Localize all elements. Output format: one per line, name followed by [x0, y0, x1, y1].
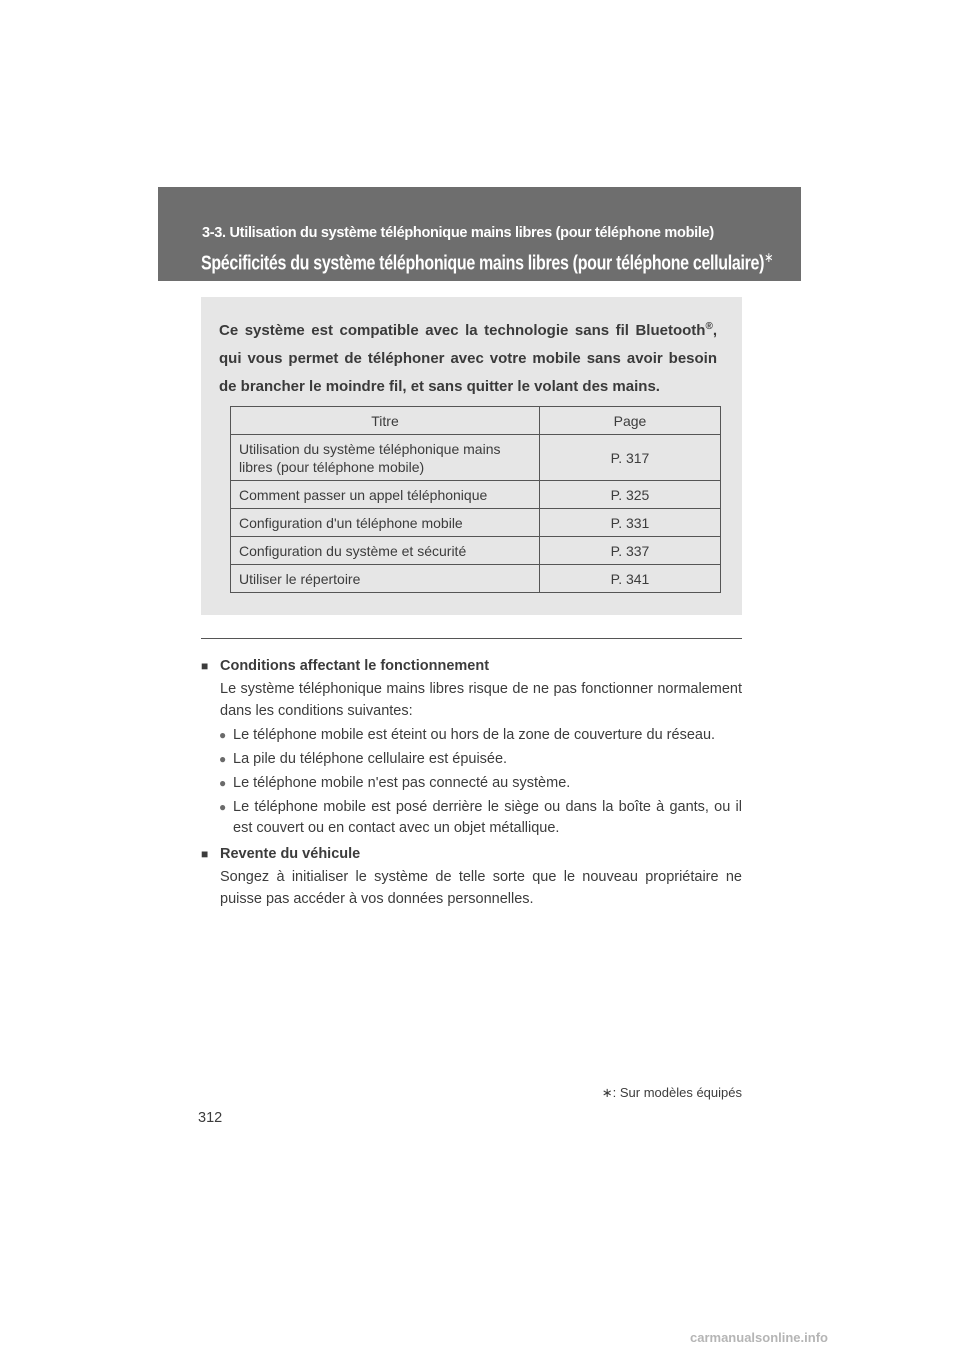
list-item	[220, 749, 742, 770]
section-title-conditions	[201, 656, 742, 676]
intro-text	[219, 317, 717, 401]
page-title-text: Spécificités du système téléphonique mains libres (pour téléphone cellulaire)	[201, 252, 765, 275]
circle-bullet-icon: ●	[219, 728, 227, 742]
circle-bullet-icon: ●	[219, 752, 227, 766]
toc-row-page: P. 331	[540, 509, 721, 537]
list-item	[220, 773, 742, 794]
circle-bullet-icon: ●	[219, 800, 227, 814]
toc-header-page: Page	[540, 407, 721, 435]
toc-row-page: P. 325	[540, 481, 721, 509]
toc-row	[231, 537, 721, 565]
list-item-text: La pile du téléphone cellulaire est épuisée.	[233, 751, 508, 767]
intro-text-part1: Ce système est compatible avec la technologie sans fil Bluetooth	[219, 322, 706, 339]
square-bullet-icon: ■	[201, 847, 209, 861]
toc-row	[231, 565, 721, 593]
toc-row	[231, 509, 721, 537]
list-item-text: Le téléphone mobile n'est pas connecté au système.	[233, 775, 571, 791]
toc-row-page: P. 341	[540, 565, 721, 593]
toc-row-title: Configuration d'un téléphone mobile	[231, 509, 540, 537]
toc-row	[231, 435, 721, 481]
toc-header-title: Titre	[231, 407, 540, 435]
list-item-text: Le téléphone mobile est posé derrière le siège ou dans la boîte à gants, ou il est couvert ou en contact avec un objet métallique.	[233, 799, 742, 836]
intro-box	[201, 297, 742, 615]
toc-row-page: P. 337	[540, 537, 721, 565]
page-title	[201, 249, 773, 276]
conditions-list	[201, 725, 742, 839]
toc-row-title: Utiliser le répertoire	[231, 565, 540, 593]
footnote	[560, 1085, 742, 1101]
footnote-mark: ∗	[601, 1085, 613, 1100]
toc-row	[231, 481, 721, 509]
toc-row-page: P. 317	[540, 435, 721, 481]
footnote-text: : Sur modèles équipés	[612, 1085, 742, 1100]
body-content	[201, 656, 742, 910]
square-bullet-icon: ■	[201, 659, 209, 673]
list-item-text: Le téléphone mobile est éteint ou hors de la zone de couverture du réseau.	[233, 727, 716, 743]
toc-row-title: Comment passer un appel téléphonique	[231, 481, 540, 509]
conditions-paragraph: Le système téléphonique mains libres risque de ne pas fonctionner normalement dans les conditions suivantes:	[220, 681, 742, 719]
section-title-text: Revente du véhicule	[220, 846, 361, 862]
watermark: carmanualsonline.info	[690, 1330, 828, 1345]
section-title-text: Conditions affectant le fonctionnement	[220, 658, 490, 674]
resale-paragraph: Songez à initialiser le système de telle sorte que le nouveau propriétaire ne puisse pas accéder à vos données personnelles.	[220, 869, 742, 907]
toc-table	[230, 406, 721, 593]
page-number: 312	[198, 1110, 223, 1126]
title-footnote-mark: ∗	[764, 249, 774, 265]
divider	[201, 638, 742, 639]
toc-header-row	[231, 407, 721, 435]
list-item	[220, 725, 742, 746]
registered-mark: ®	[705, 321, 713, 332]
section-title-resale	[201, 844, 742, 864]
toc-row-title: Utilisation du système téléphonique mains libres (pour téléphone mobile)	[231, 435, 540, 481]
section-header-bar	[158, 187, 801, 281]
intro-text-part2: , qui vous permet de téléphoner avec votre mobile sans avoir besoin de brancher le moindre fil, et sans quitter le volant des mains.	[219, 322, 717, 395]
section-label: 3-3. Utilisation du système téléphonique mains libres (pour téléphone mobile)	[202, 225, 714, 241]
toc-row-title: Configuration du système et sécurité	[231, 537, 540, 565]
list-item	[220, 797, 742, 839]
circle-bullet-icon: ●	[219, 776, 227, 790]
